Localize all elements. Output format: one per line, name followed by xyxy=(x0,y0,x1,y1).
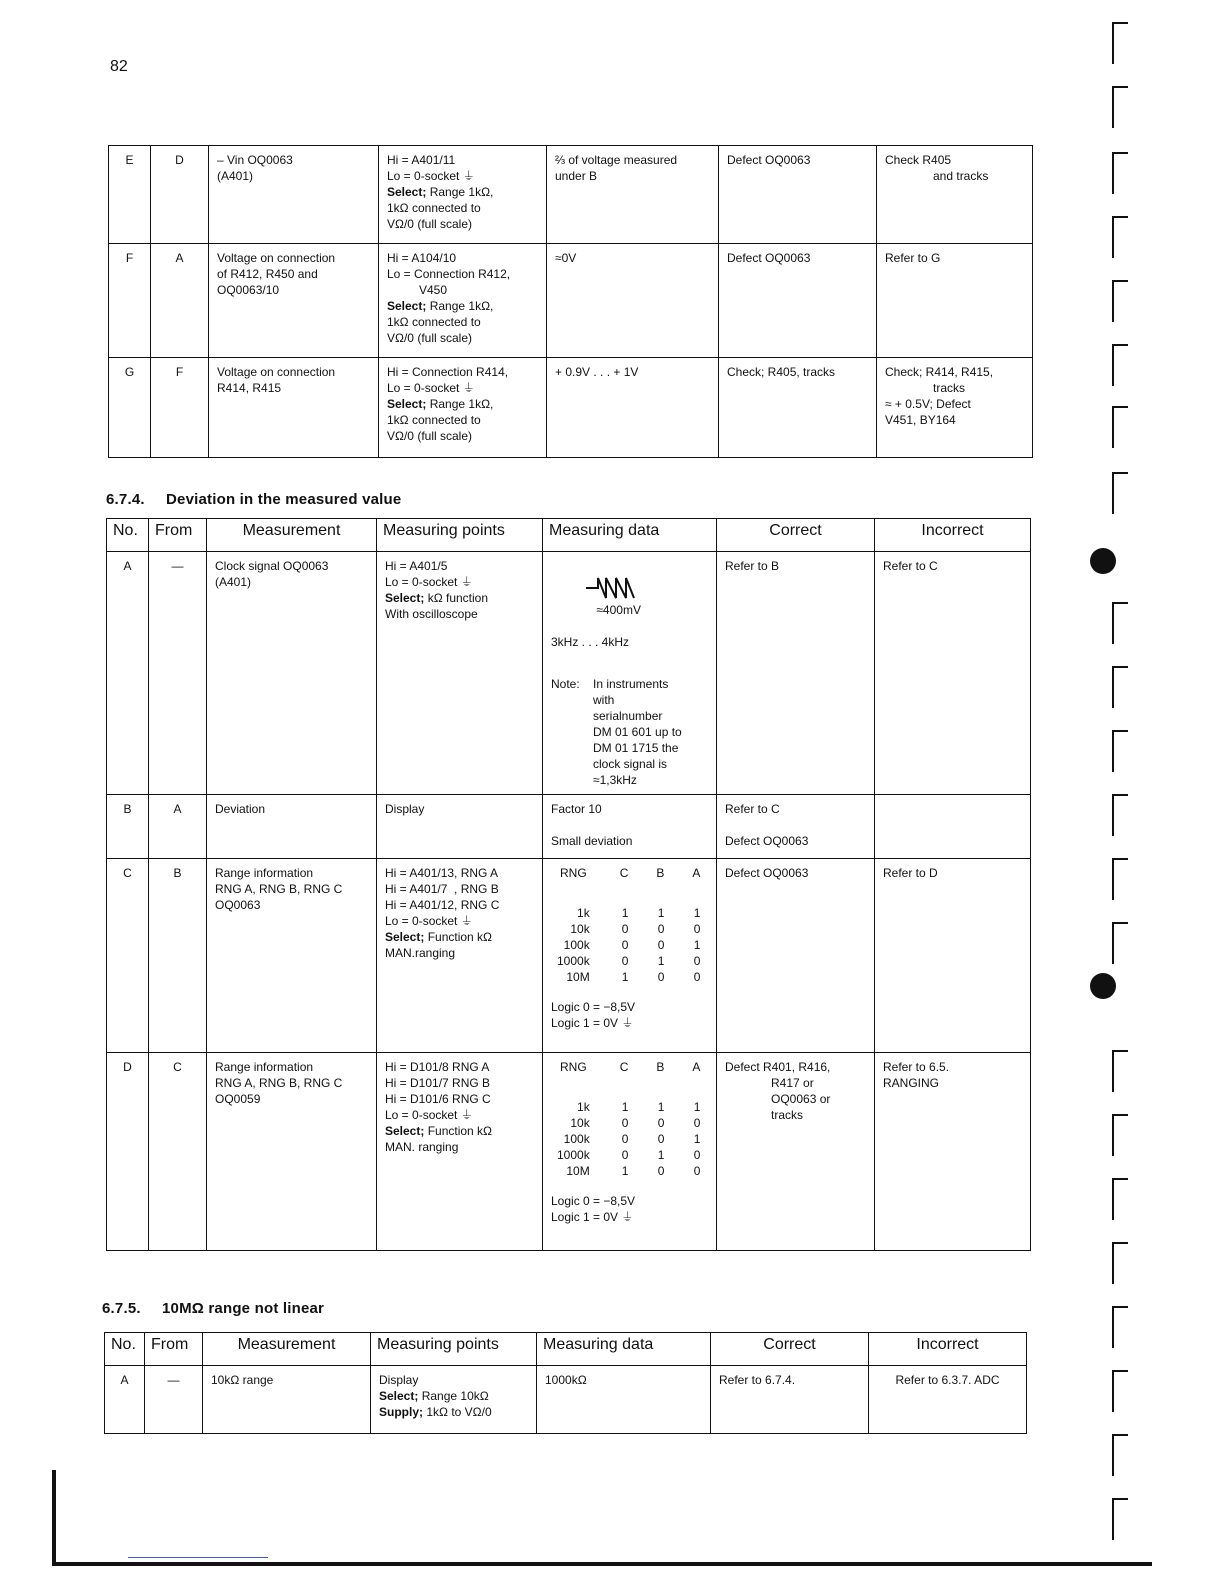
binder-bracket xyxy=(1112,86,1128,128)
binder-bracket xyxy=(1112,152,1128,194)
binder-bracket xyxy=(1112,794,1128,836)
header-no: No. xyxy=(107,519,149,552)
binder-bracket xyxy=(1112,1050,1128,1092)
row-from: — xyxy=(149,552,207,795)
header-from: From xyxy=(149,519,207,552)
ground-icon: ⏚ xyxy=(621,1016,634,1030)
row-measuring-data: ≈400mV 3kHz . . . 4kHz Note: In instruments with serialnumber DM 01 601 up to DM 01 1715 the clock signal is ≈1,3kHz xyxy=(543,552,717,795)
binder-bracket xyxy=(1112,922,1128,964)
binder-bracket xyxy=(1112,666,1128,708)
row-measuring-points: Display xyxy=(377,795,543,859)
binder-bracket xyxy=(1112,344,1128,386)
row-from: A xyxy=(149,795,207,859)
row-incorrect xyxy=(875,795,1031,859)
binder-bracket xyxy=(1112,406,1128,448)
binder-bracket xyxy=(1112,858,1128,900)
binder-bracket xyxy=(1112,1178,1128,1220)
row-from: B xyxy=(149,859,207,1053)
row-measuring-data: + 0.9V . . . + 1V xyxy=(547,358,719,458)
ground-icon: ⏚ xyxy=(460,914,473,928)
row-no: G xyxy=(109,358,151,458)
ground-icon: ⏚ xyxy=(621,1210,634,1224)
binder-hole xyxy=(1090,548,1116,574)
row-measurement: Range information RNG A, RNG B, RNG C OQ0063 xyxy=(207,859,377,1053)
row-measuring-points: Hi = A104/10 Lo = Connection R412, V450 Select; Range 1kΩ, 1kΩ connected to VΩ/0 (full scale) xyxy=(379,244,547,358)
table-row xyxy=(107,795,1031,859)
header-incorrect: Incorrect xyxy=(869,1333,1027,1366)
header-measuring-data: Measuring data xyxy=(537,1333,711,1366)
header-from: From xyxy=(145,1333,203,1366)
row-incorrect: Check; R414, R415, tracks ≈ + 0.5V; Defect V451, BY164 xyxy=(877,358,1033,458)
table-header-row xyxy=(105,1333,1027,1366)
header-correct: Correct xyxy=(717,519,875,552)
row-measuring-points: Hi = A401/5 Lo = 0-socket ⏚ Select; kΩ function With oscilloscope xyxy=(377,552,543,795)
row-measurement: – Vin OQ0063 (A401) xyxy=(209,146,379,244)
fault-table-continued xyxy=(108,145,1033,458)
table-row xyxy=(109,358,1033,458)
ground-icon: ⏚ xyxy=(460,1108,473,1122)
header-measuring-data: Measuring data xyxy=(543,519,717,552)
table-header-row xyxy=(107,519,1031,552)
row-correct: Refer to C Defect OQ0063 xyxy=(717,795,875,859)
row-incorrect: Refer to 6.3.7. ADC xyxy=(869,1366,1027,1434)
row-correct: Refer to 6.7.4. xyxy=(711,1366,869,1434)
row-incorrect: Refer to C xyxy=(875,552,1031,795)
header-measurement: Measurement xyxy=(207,519,377,552)
row-incorrect: Refer to 6.5. RANGING xyxy=(875,1053,1031,1251)
binder-bracket xyxy=(1112,1498,1128,1540)
row-measuring-data: 1000kΩ xyxy=(537,1366,711,1434)
header-measuring-points: Measuring points xyxy=(377,519,543,552)
range-linearity-table xyxy=(104,1332,1027,1434)
range-logic-table: RNG C B A 1k 1 1 1 10k 0 0 0 100k 0 0 1 1000k 0 1 0 10M 1 0 0 xyxy=(557,1060,701,1178)
ground-icon: ⏚ xyxy=(462,169,475,183)
ground-icon: ⏚ xyxy=(460,575,473,589)
ground-icon: ⏚ xyxy=(462,381,475,395)
row-measurement: Voltage on connection of R412, R450 and OQ0063/10 xyxy=(209,244,379,358)
range-logic-table: RNG C B A 1k 1 1 1 10k 0 0 0 100k 0 0 1 1000k 0 1 0 10M 1 0 0 xyxy=(557,866,701,984)
row-no: F xyxy=(109,244,151,358)
row-measuring-data: ⅔ of voltage measured under B xyxy=(547,146,719,244)
row-from: F xyxy=(151,358,209,458)
header-measurement: Measurement xyxy=(203,1333,371,1366)
row-from: — xyxy=(145,1366,203,1434)
table-row xyxy=(109,146,1033,244)
row-incorrect: Refer to G xyxy=(877,244,1033,358)
binder-bracket xyxy=(1112,22,1128,64)
row-no: B xyxy=(107,795,149,859)
row-measuring-data: RNG C B A 1k 1 1 1 10k 0 0 0 100k 0 0 1 1000k 0 1 0 10M 1 0 0 Logic 0 = −8,5V Logic 1 = 0V ⏚ xyxy=(543,1053,717,1251)
binder-bracket xyxy=(1112,216,1128,258)
row-incorrect: Check R405 and tracks xyxy=(877,146,1033,244)
header-incorrect: Incorrect xyxy=(875,519,1031,552)
binder-bracket xyxy=(1112,1434,1128,1476)
row-no: D xyxy=(107,1053,149,1251)
binder-bracket xyxy=(1112,280,1128,322)
section-title-674: 6.7.4. Deviation in the measured value xyxy=(106,491,402,508)
row-measuring-data: ≈0V xyxy=(547,244,719,358)
binder-hole xyxy=(1090,973,1116,999)
row-measuring-data: Factor 10 Small deviation xyxy=(543,795,717,859)
table-row xyxy=(109,244,1033,358)
row-from: A xyxy=(151,244,209,358)
row-measuring-points: Hi = A401/13, RNG A Hi = A401/7 , RNG B Hi = A401/12, RNG C Lo = 0-socket ⏚ Select; Function kΩ MAN.ranging xyxy=(377,859,543,1053)
row-incorrect: Refer to D xyxy=(875,859,1031,1053)
clock-waveform-icon xyxy=(584,574,648,602)
row-measuring-points: Hi = D101/8 RNG A Hi = D101/7 RNG B Hi = D101/6 RNG C Lo = 0-socket ⏚ Select; Function kΩ MAN. ranging xyxy=(377,1053,543,1251)
row-correct: Check; R405, tracks xyxy=(719,358,877,458)
binder-bracket xyxy=(1112,1242,1128,1284)
row-measurement: Range information RNG A, RNG B, RNG C OQ0059 xyxy=(207,1053,377,1251)
row-no: C xyxy=(107,859,149,1053)
row-measurement: Voltage on connection R414, R415 xyxy=(209,358,379,458)
row-measuring-data: RNG C B A 1k 1 1 1 10k 0 0 0 100k 0 0 1 1000k 0 1 0 10M 1 0 0 Logic 0 = −8,5V Logic 1 = 0V ⏚ xyxy=(543,859,717,1053)
binder-bracket xyxy=(1112,602,1128,644)
row-correct: Defect R401, R416, R417 or OQ0063 or tracks xyxy=(717,1053,875,1251)
row-measuring-points: Hi = Connection R414, Lo = 0-socket ⏚ Select; Range 1kΩ, 1kΩ connected to VΩ/0 (full scale) xyxy=(379,358,547,458)
row-measuring-points: Hi = A401/11 Lo = 0-socket ⏚ Select; Range 1kΩ, 1kΩ connected to VΩ/0 (full scale) xyxy=(379,146,547,244)
table-row xyxy=(105,1366,1027,1434)
table-row xyxy=(107,552,1031,795)
row-measurement: 10kΩ range xyxy=(203,1366,371,1434)
page-edge xyxy=(52,1562,1152,1566)
row-no: E xyxy=(109,146,151,244)
deviation-table xyxy=(106,518,1031,1251)
header-no: No. xyxy=(105,1333,145,1366)
row-correct: Defect OQ0063 xyxy=(719,146,877,244)
binder-bracket xyxy=(1112,1114,1128,1156)
table-row xyxy=(107,1053,1031,1251)
row-from: C xyxy=(149,1053,207,1251)
row-correct: Refer to B xyxy=(717,552,875,795)
row-no: A xyxy=(107,552,149,795)
binder-bracket xyxy=(1112,472,1128,514)
row-no: A xyxy=(105,1366,145,1434)
row-measurement: Clock signal OQ0063 (A401) xyxy=(207,552,377,795)
binder-margin xyxy=(1100,10,1160,1570)
row-from: D xyxy=(151,146,209,244)
row-measuring-points: Display Select; Range 10kΩ Supply; 1kΩ to VΩ/0 xyxy=(371,1366,537,1434)
scan-artifact xyxy=(128,1557,268,1558)
binder-bracket xyxy=(1112,730,1128,772)
row-correct: Defect OQ0063 xyxy=(717,859,875,1053)
header-correct: Correct xyxy=(711,1333,869,1366)
row-correct: Defect OQ0063 xyxy=(719,244,877,358)
section-title-675: 6.7.5. 10MΩ range not linear xyxy=(102,1300,325,1317)
row-measurement: Deviation xyxy=(207,795,377,859)
binder-bracket xyxy=(1112,1306,1128,1348)
binder-bracket xyxy=(1112,1370,1128,1412)
table-row xyxy=(107,859,1031,1053)
page-number: 82 xyxy=(110,58,128,75)
header-measuring-points: Measuring points xyxy=(371,1333,537,1366)
page-edge xyxy=(52,1470,56,1566)
